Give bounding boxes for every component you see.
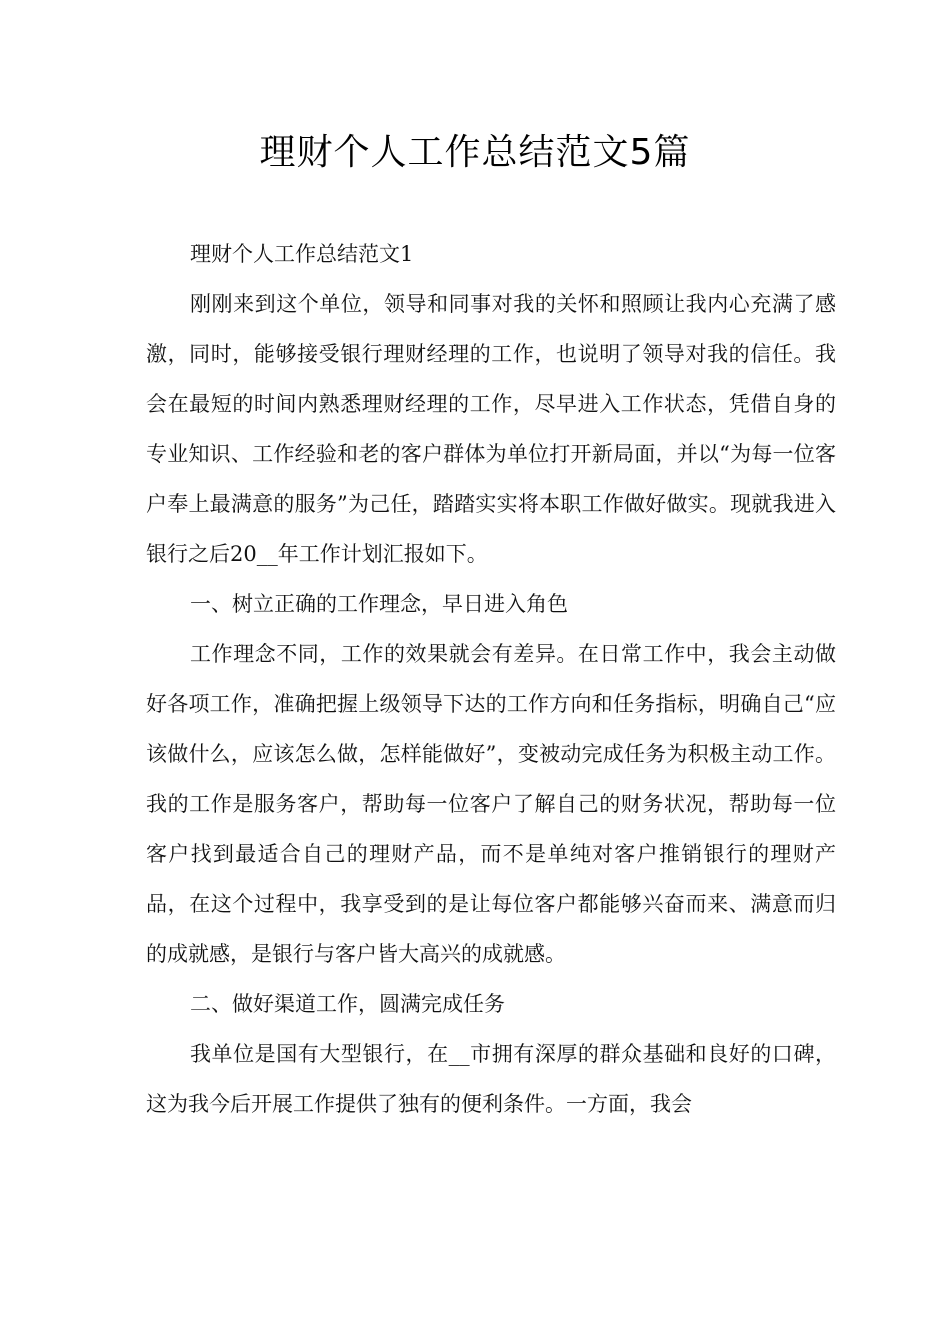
document-title: 理财个人工作总结范文5篇: [259, 132, 691, 173]
paragraph-channel-work: 我单位是国有大型银行，在__市拥有深厚的群众基础和良好的口碑，这为我今后开展工作提供了独有的便利条件。一方面，我会: [146, 1042, 836, 1116]
document-body: [146, 229, 836, 1129]
section-heading-article-1: 理财个人工作总结范文1: [190, 242, 414, 266]
section-heading-channel-work: 二、做好渠道工作，圆满完成任务: [190, 992, 505, 1016]
paragraph-introduction: 刚刚来到这个单位，领导和同事对我的关怀和照顾让我内心充满了感激，同时，能够接受银行理财经理的工作，也说明了领导对我的信任。我会在最短的时间内熟悉理财经理的工作，尽早进入工作状态，凭借自身的专业知识、工作经验和老的客户群体为单位打开新局面，并以“为每一位客户奉上最满意的服务”为己任，踏踏实实将本职工作做好做实。现就我进入银行之后20__年工作计划汇报如下。: [146, 292, 836, 566]
paragraph-work-concept: 工作理念不同，工作的效果就会有差异。在日常工作中，我会主动做好各项工作，准确把握上级领导下达的工作方向和任务指标，明确自己“应该做什么，应该怎么做，怎样能做好”，变被动完成任务为积极主动工作。我的工作是服务客户，帮助每一位客户了解自己的财务状况，帮助每一位客户找到最适合自己的理财产品，而不是单纯对客户推销银行的理财产品，在这个过程中，我享受到的是让每位客户都能够兴奋而来、满意而归的成就感，是银行与客户皆大高兴的成就感。: [146, 642, 836, 966]
section-heading-work-concept: 一、树立正确的工作理念，早日进入角色: [190, 592, 568, 616]
